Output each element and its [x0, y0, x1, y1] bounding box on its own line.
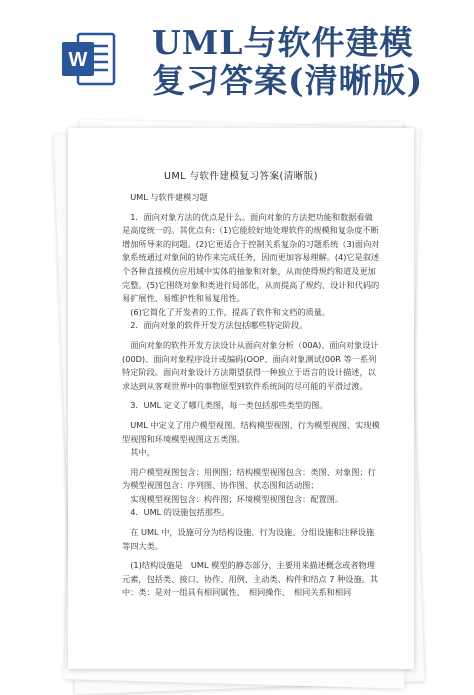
paragraph: UML 与软件建模习题	[130, 192, 208, 202]
banner-title	[152, 24, 462, 100]
document-page	[68, 128, 414, 669]
paragraph: UML 中定义了用户模型视图、结构模型视图、行为模型视图、实现模型视图和环境模型视图这五类图。	[122, 419, 380, 444]
banner-title-line1: UML与软件建模	[152, 23, 414, 62]
paragraph: 面向对象的软件开发方法设计从面向对象分析（00A)、面向对象设计(00D)、面向对象程序设计或编码(OOP、面向对象测试(00R 等一系列特定阶段。面向对象设计方法期望获得一种独立于语言的设计描述，以求达到从客观世界中的事物原型到软件系统间的尽可能的平滑过渡。	[122, 339, 379, 391]
paragraph: 3．UML 定义了哪几类图，每一类包括那些类型的图。	[130, 400, 328, 411]
paragraph: 实现模型视图包含：构件图；环境模型视图包含：配置图。	[130, 493, 344, 504]
paragraph: (1)结构设施是 UML 模型的静态部分，主要用来描述概念或者物理元素，包括类、接口、协作、用例、主动类、构件和结点 7 种设施。其中：类：是对一组具有相同属性、 相同操作、 相同关系和相同	[122, 560, 379, 598]
document-title: UML 与软件建模复习答案(清晰版)	[164, 171, 318, 182]
paragraph: 用户模型视图包含：用例图；结构模型视图包含：类图、对象图；行为模型视图包含：序列图、协作图、状态图和活动图；	[122, 466, 376, 491]
word-document-icon	[62, 30, 116, 88]
banner-header	[0, 0, 474, 110]
paragraph: 2．面向对象的软件开发方法包括哪些特定阶段。	[130, 320, 308, 331]
paragraph: 1．面向对象方法的优点是什么。面向对象的方法把功能和数据看做是高度统一的。其优点有:（1)它能较好地处理软件的规模和复杂度不断增加所导来的问题。(2)它更适合于控制关系复杂的习题系统（3)面向对象系统通过对象间的协作来完成任务，因而更加容易理解。(4)它是叙述个各种直接模仿应用域中实体的抽象和对象，从而使得规约和道及更加完整。(5)它围绕对象和类进行局部化，从而提高了规约、设计和代码的易扩展性、易维护性和易复用性。	[122, 211, 380, 304]
paragraph: 4．UML 的设施包括那些。	[130, 507, 230, 518]
paragraph: 其中，	[130, 447, 155, 458]
banner-title-line2: 复习答案(清晰版)	[152, 61, 424, 100]
paragraph: (6)它简化了开发者的工作，提高了软件和文档的质量。	[130, 306, 331, 317]
document-body	[122, 191, 380, 600]
word-icon-letter: W	[68, 49, 88, 71]
paragraph: 在 UML 中，设施可分为结构设施、行为设施、分组设施和注释设施等四大类。	[122, 527, 375, 551]
